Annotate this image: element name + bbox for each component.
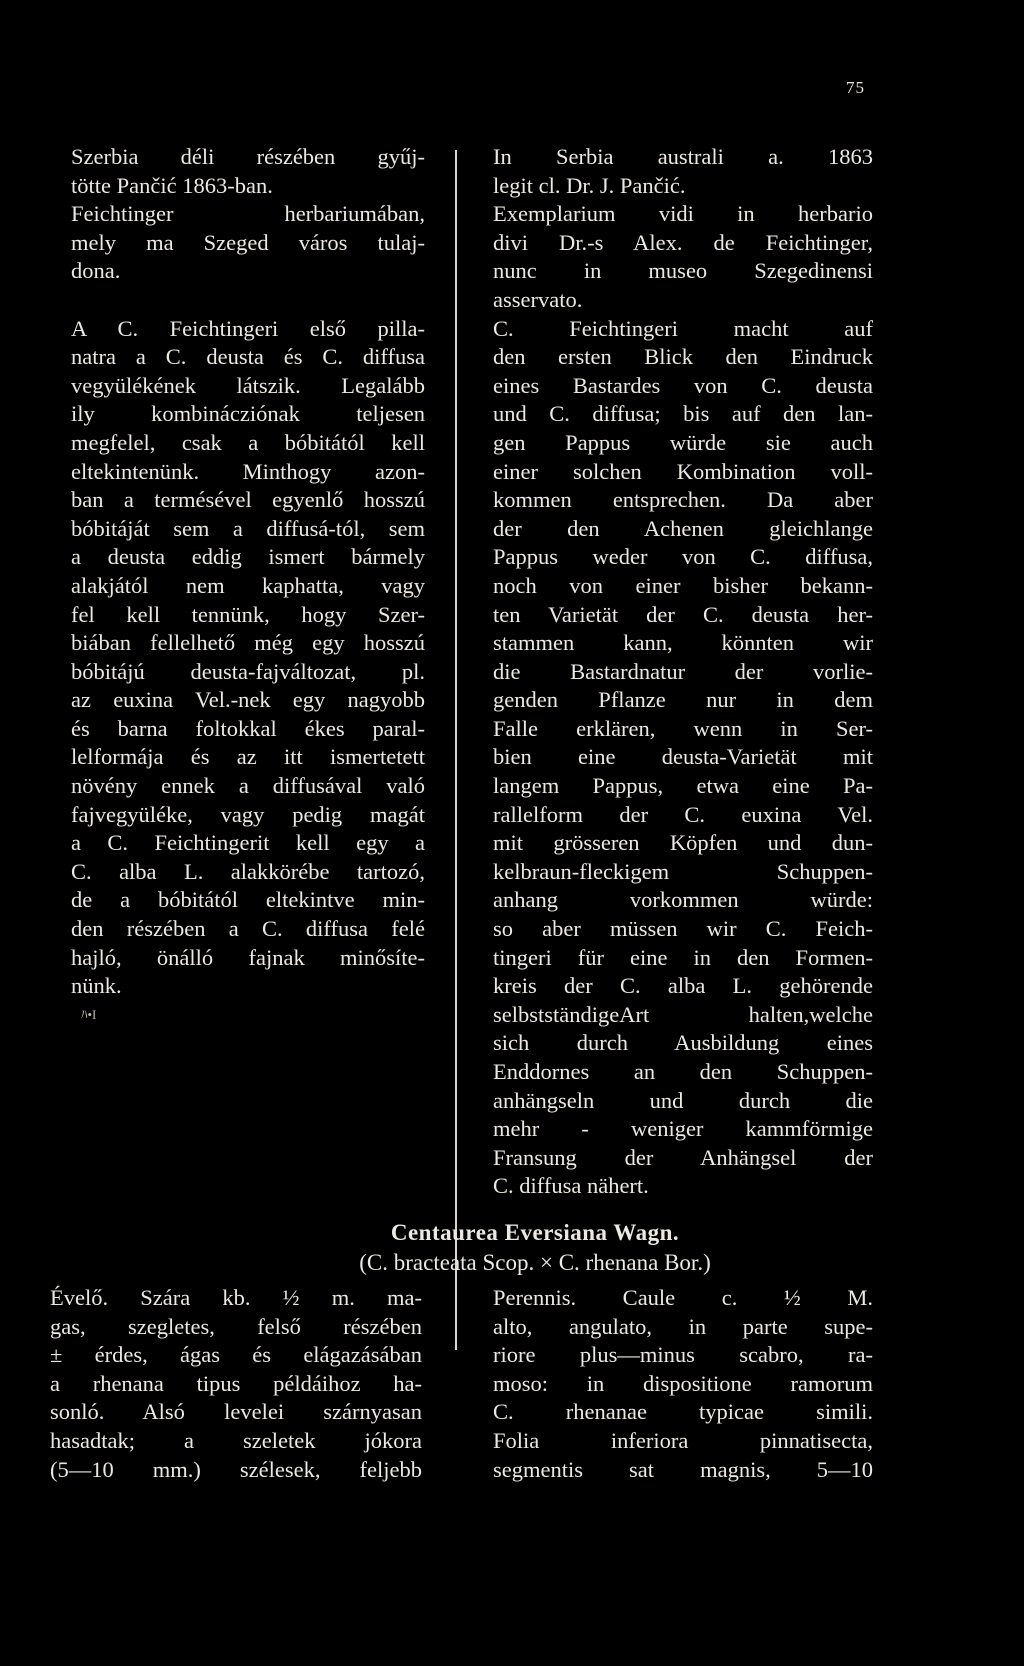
text-line: anhängseln und durch die [493,1087,873,1113]
stray-mark: ﾊ•I [81,1006,97,1022]
text-line: az euxina Vel.-nek egy nagyobb [71,687,425,713]
text-line: riore plus—minus scabro, ra- [493,1342,873,1368]
text-line: kelbraun-fleckigem Schuppen- [493,858,873,884]
text-line: Perennis. Caule c. ½ M. [493,1285,873,1310]
species-title: Centaurea Eversiana Wagn. [390,1220,680,1245]
text-line: tötte Pančić 1863-ban. [71,172,273,198]
text-line: die Bastardnatur der vorlie- [493,658,873,684]
text-line: Falle erklären, wenn in Ser- [493,715,873,741]
text-line: (5—10 mm.) szélesek, feljebb [50,1456,422,1482]
text-line: bóbitájú deusta-fajváltozat, pl. [71,658,425,684]
text-line: In Serbia australi a. 1863 [493,144,873,169]
text-line: rallelform der C. euxina Vel. [493,801,873,827]
text-line: den ersten Blick den Eindruck [493,344,873,370]
text-line: natra a C. deusta és C. diffusa [71,344,425,370]
text-line: bóbitáját sem a diffusá-tól, sem [71,515,425,541]
text-line: Szerbia déli részében gyűj- [71,144,425,169]
text-line: so aber müssen wir C. Feich- [493,916,873,942]
text-line: fel kell tennünk, hogy Szer- [71,601,425,627]
text-line: Pappus weder von C. diffusa, [493,544,873,570]
text-line: C. alba L. alakkörébe tartozó, [71,858,425,884]
text-line: moso: in dispositione ramorum [493,1370,873,1396]
text-line: lelformája és az itt ismertetett [71,744,425,770]
text-line: alakjától nem kaphatta, vagy [71,572,425,598]
text-line: Feichtinger herbariumában, [71,201,425,227]
text-line: nünk. [71,973,122,999]
text-line: eines Bastardes von C. deusta [493,372,873,398]
text-line: növény ennek a diffusával való [71,773,425,799]
text-line: mely ma Szeged város tulaj- [71,229,425,255]
text-line: tingeri für eine in den Formen- [493,944,873,970]
text-line: bien eine deusta-Varietät mit [493,744,873,770]
text-line: nunc in museo Szegedinensi [493,258,873,284]
text-line: einer solchen Kombination voll- [493,458,873,484]
text-line: megfelel, csak a bóbitától kell [71,429,425,455]
text-line: kreis der C. alba L. gehörende [493,973,873,999]
text-line: a rhenana tipus példáihoz ha- [50,1370,422,1396]
text-line: vegyülékének látszik. Legalább [71,372,425,398]
text-line: Exemplarium vidi in herbario [493,201,873,227]
text-line: a C. Feichtingerit kell egy a [71,830,425,856]
text-line: sonló. Alsó levelei szárnyasan [50,1399,422,1425]
text-line: asservato. [493,286,583,312]
text-line: C. rhenanae typicae simili. [493,1399,873,1425]
page-number: 75 [846,78,865,97]
text-line: gas, szegletes, felső részében [50,1313,422,1339]
species-heading [175,1218,895,1278]
text-line: mit grösseren Köpfen und dun- [493,830,873,856]
text-line: fajvegyüléke, vagy pedig magát [71,801,425,827]
text-line: langem Pappus, etwa eine Pa- [493,773,873,799]
text-line: ban a termésével egyenlő hosszú [71,487,425,513]
text-line: segmentis sat magnis, 5—10 [493,1456,873,1482]
text-line: ily kombinácziónak teljesen [71,401,425,427]
species-synonym: (C. bracteata Scop. × C. rhenana Bor.) [359,1250,711,1275]
text-line [71,286,425,315]
text-line: und C. diffusa; bis auf den lan- [493,401,873,427]
text-line: divi Dr.-s Alex. de Feichtinger, [493,229,873,255]
text-line: ± érdes, ágas és elágazásában [50,1342,422,1368]
text-line: stammen kann, könnten wir [493,630,873,656]
text-line: legit cl. Dr. J. Pančić. [493,172,686,198]
text-line: noch von einer bisher bekann- [493,572,873,598]
text-line: genden Pflanze nur in dem [493,687,873,713]
text-line: selbstständigeArt halten,welche [493,1001,873,1027]
hungarian-column [71,143,425,1029]
latin-description [493,1284,873,1484]
text-line: A C. Feichtingeri első pilla- [71,315,425,341]
latin-german-column [493,143,873,1201]
hungarian-description [50,1284,422,1484]
text-line: C. Feichtingeri macht auf [493,315,873,341]
text-line: ten Varietät der C. deusta her- [493,601,873,627]
text-line: és barna foltokkal ékes paral- [71,715,425,741]
text-line: Fransung der Anhängsel der [493,1144,873,1170]
text-line: anhang vorkommen würde: [493,887,873,913]
text-line: C. diffusa nähert. [493,1173,649,1199]
text-line: eltekintenünk. Minthogy azon- [71,458,425,484]
text-line: a deusta eddig ismert bármely [71,544,425,570]
text-line: Folia inferiora pinnatisecta, [493,1427,873,1453]
text-line: den részében a C. diffusa felé [71,916,425,942]
text-line: Évelő. Szára kb. ½ m. ma- [50,1285,422,1310]
text-line: hajló, önálló fajnak minősíte- [71,944,425,970]
text-line: Enddornes an den Schuppen- [493,1059,873,1084]
text-line: kommen entsprechen. Da aber [493,487,873,513]
text-line: dona. [71,258,121,284]
text-line: de a bóbitától eltekintve min- [71,887,425,913]
column-divider [455,150,457,1350]
text-line: gen Pappus würde sie auch [493,429,873,455]
text-line: mehr - weniger kammförmige [493,1116,873,1142]
text-line: alto, angulato, in parte supe- [493,1313,873,1339]
text-line: hasadtak; a szeletek jókora [50,1427,422,1453]
text-line: biában fellelhető még egy hosszú [71,630,425,656]
text-line: der den Achenen gleichlange [493,515,873,541]
text-line: sich durch Ausbildung eines [493,1030,873,1056]
